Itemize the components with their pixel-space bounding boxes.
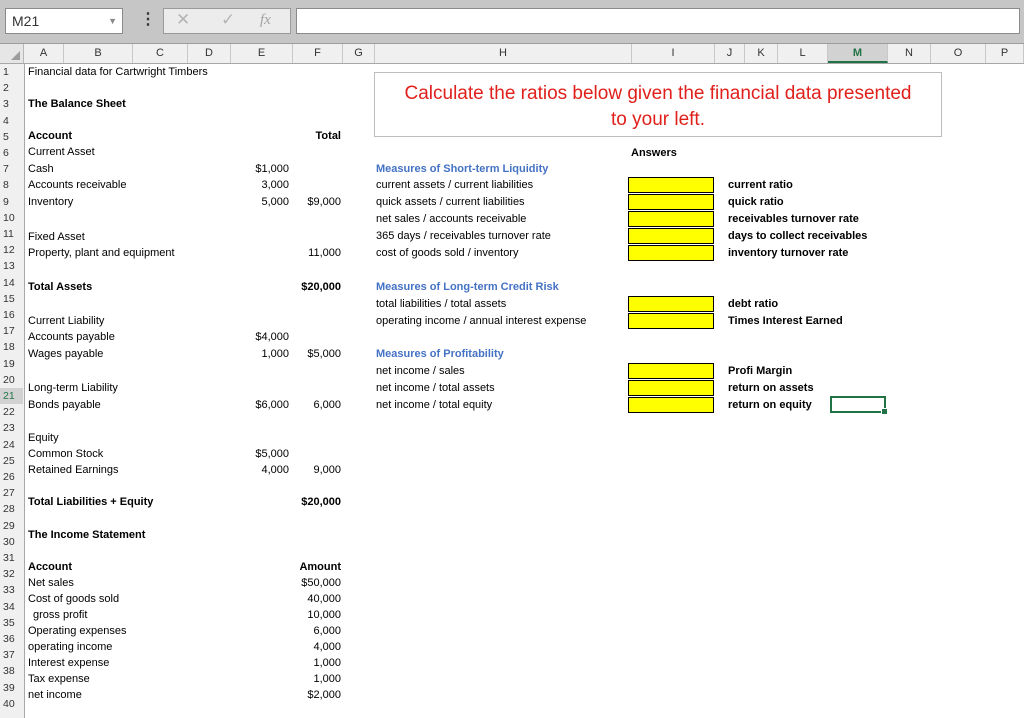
cell-label[interactable]: Inventory bbox=[28, 196, 74, 208]
row-header[interactable]: 18 bbox=[3, 341, 15, 354]
cell-label[interactable]: Accounts payable bbox=[28, 331, 115, 343]
cell-total[interactable]: $9,000 bbox=[307, 196, 341, 208]
row-header[interactable]: 16 bbox=[3, 309, 15, 321]
cell-label[interactable]: Accounts receivable bbox=[28, 179, 127, 191]
answer-cell-quick-ratio[interactable] bbox=[628, 194, 714, 210]
column-header[interactable]: P bbox=[986, 44, 1024, 63]
cell-label[interactable]: Wages payable bbox=[28, 348, 104, 360]
ratio-name[interactable]: receivables turnover rate bbox=[728, 213, 859, 225]
cell-label[interactable]: Interest expense bbox=[28, 657, 110, 669]
row-header-selected[interactable]: 21 bbox=[0, 388, 23, 404]
row-header[interactable]: 19 bbox=[3, 357, 15, 370]
row-header[interactable]: 9 bbox=[3, 195, 9, 208]
ratio-name[interactable]: inventory turnover rate bbox=[728, 247, 849, 259]
answer-cell-receivables-turnover[interactable] bbox=[628, 211, 714, 227]
instruction-text bbox=[375, 81, 941, 133]
ratio-formula[interactable]: net sales / accounts receivable bbox=[376, 213, 527, 225]
ratio-name[interactable]: current ratio bbox=[728, 179, 793, 191]
cell-value[interactable]: 1,000 bbox=[261, 348, 289, 360]
ratio-name[interactable]: Times Interest Earned bbox=[728, 315, 843, 327]
ratio-formula[interactable]: net income / total equity bbox=[376, 399, 493, 411]
cell-label[interactable]: Retained Earnings bbox=[28, 464, 119, 476]
cell-value[interactable]: 3,000 bbox=[261, 179, 289, 191]
ratio-name[interactable]: Profi Margin bbox=[728, 365, 793, 377]
cell-label[interactable]: Bonds payable bbox=[28, 399, 101, 411]
answer-cell-return-on-assets[interactable] bbox=[628, 380, 714, 396]
cell-value[interactable]: $2,000 bbox=[307, 689, 341, 701]
select-all-button[interactable] bbox=[0, 44, 24, 63]
row-header[interactable]: 5 bbox=[3, 130, 9, 143]
row-header[interactable]: 10 bbox=[3, 211, 15, 224]
row-header[interactable]: 4 bbox=[3, 114, 9, 127]
cell-value[interactable]: 4,000 bbox=[261, 464, 289, 476]
row-header[interactable]: 23 bbox=[3, 422, 15, 435]
name-box-value: M21 bbox=[12, 13, 40, 29]
row-header[interactable]: 29 bbox=[3, 519, 15, 532]
row-header[interactable]: 11 bbox=[3, 228, 14, 240]
cancel-icon[interactable]: ✕ bbox=[176, 10, 191, 29]
row-header[interactable]: 12 bbox=[3, 244, 15, 257]
answer-cell-days-to-collect[interactable] bbox=[628, 228, 714, 244]
cell-label[interactable]: Tax expense bbox=[28, 673, 90, 685]
cell-label[interactable]: operating income bbox=[28, 641, 113, 653]
cell-value[interactable]: 40,000 bbox=[307, 593, 341, 605]
row-header[interactable]: 30 bbox=[3, 535, 15, 548]
answer-cell-current-ratio[interactable] bbox=[628, 177, 714, 193]
column-header[interactable]: J bbox=[715, 44, 745, 63]
column-header[interactable]: B bbox=[64, 44, 133, 63]
ratio-formula[interactable]: cost of goods sold / inventory bbox=[376, 247, 519, 259]
cell-total[interactable]: $5,000 bbox=[307, 348, 341, 360]
row-header[interactable]: 39 bbox=[3, 681, 15, 694]
column-header[interactable]: D bbox=[188, 44, 231, 63]
enter-icon[interactable]: ✓ bbox=[221, 10, 236, 29]
row-header[interactable]: 36 bbox=[3, 633, 15, 645]
long-term-heading[interactable]: Measures of Long-term Credit Risk bbox=[376, 281, 559, 293]
cell-label[interactable]: Net sales bbox=[28, 577, 74, 589]
column-header[interactable]: N bbox=[888, 44, 931, 63]
cell-value[interactable]: 5,000 bbox=[261, 196, 289, 208]
row-header[interactable]: 13 bbox=[3, 260, 15, 273]
cell-label[interactable]: Current Asset bbox=[28, 146, 95, 158]
ratio-name[interactable]: debt ratio bbox=[728, 298, 779, 310]
cell-label[interactable]: gross profit bbox=[33, 609, 88, 621]
row-header[interactable]: 2 bbox=[3, 82, 9, 95]
row-header[interactable]: 20 bbox=[3, 373, 15, 386]
formula-bar bbox=[0, 0, 1024, 44]
column-header[interactable]: F bbox=[293, 44, 343, 63]
row-header[interactable]: 24 bbox=[3, 438, 15, 451]
total-header[interactable]: Total bbox=[315, 130, 341, 142]
cell-total[interactable]: 9,000 bbox=[313, 464, 341, 476]
column-header[interactable]: A bbox=[24, 44, 64, 63]
ratio-formula[interactable]: operating income / annual interest expense bbox=[376, 315, 587, 327]
active-cell-m21[interactable] bbox=[830, 396, 886, 413]
cell-value[interactable]: 10,000 bbox=[307, 609, 341, 621]
row-header[interactable]: 26 bbox=[3, 471, 15, 483]
cell-label[interactable]: net income bbox=[28, 689, 82, 701]
sheet-title[interactable]: Financial data for Cartwright Timbers bbox=[28, 66, 208, 78]
cell-label[interactable]: Equity bbox=[28, 432, 59, 444]
row-header[interactable]: 38 bbox=[3, 665, 15, 678]
ratio-formula[interactable]: current assets / current liabilities bbox=[376, 179, 534, 191]
cell-label[interactable]: Fixed Asset bbox=[28, 231, 85, 243]
cell-value[interactable]: $6,000 bbox=[255, 399, 289, 411]
cell-total[interactable]: $20,000 bbox=[301, 281, 341, 293]
cell-label[interactable]: Common Stock bbox=[28, 448, 104, 460]
ratio-formula[interactable]: quick assets / current liabilities bbox=[376, 196, 525, 208]
ratio-name[interactable]: return on assets bbox=[728, 382, 814, 394]
cell-total[interactable]: $20,000 bbox=[301, 496, 341, 508]
answer-cell-return-on-equity[interactable] bbox=[628, 397, 714, 413]
instruction-banner[interactable] bbox=[374, 72, 942, 137]
row-header[interactable]: 28 bbox=[3, 503, 15, 516]
answer-cell-inventory-turnover[interactable] bbox=[628, 245, 714, 261]
column-header[interactable]: L bbox=[778, 44, 828, 63]
row-header[interactable]: 34 bbox=[3, 600, 15, 613]
amount-header[interactable]: Amount bbox=[299, 561, 341, 573]
row-header[interactable]: 14 bbox=[3, 276, 15, 289]
formula-input[interactable] bbox=[296, 8, 1020, 34]
account-header[interactable]: Account bbox=[28, 561, 72, 573]
cell-label[interactable]: Cost of goods sold bbox=[28, 593, 120, 605]
row-header[interactable]: 1 bbox=[3, 66, 9, 78]
ratio-name[interactable]: quick ratio bbox=[728, 196, 784, 208]
ratio-formula[interactable]: net income / sales bbox=[376, 365, 465, 377]
cell-value[interactable]: 4,000 bbox=[313, 641, 341, 653]
cell-label[interactable]: Long-term Liability bbox=[28, 382, 118, 394]
row-header[interactable]: 40 bbox=[3, 697, 15, 710]
cell-label[interactable]: Current Liability bbox=[28, 315, 105, 327]
cell-value[interactable]: 6,000 bbox=[313, 625, 341, 637]
column-header[interactable]: C bbox=[133, 44, 188, 63]
row-header[interactable]: 31 bbox=[3, 552, 15, 564]
row-header[interactable]: 8 bbox=[3, 179, 9, 192]
row-header[interactable]: 3 bbox=[3, 98, 9, 111]
column-header[interactable]: I bbox=[632, 44, 715, 63]
answers-label[interactable]: Answers bbox=[631, 147, 677, 159]
cell-label[interactable]: Property, plant and equipment bbox=[28, 247, 175, 259]
column-header[interactable]: H bbox=[375, 44, 632, 63]
income-statement-heading[interactable]: The Income Statement bbox=[28, 529, 146, 541]
row-headers bbox=[0, 64, 25, 718]
cell-value[interactable]: 1,000 bbox=[313, 657, 341, 669]
cell-value[interactable]: $5,000 bbox=[255, 448, 289, 460]
chevron-down-icon[interactable]: ▼ bbox=[108, 16, 117, 26]
row-header[interactable]: 35 bbox=[3, 616, 15, 629]
ratio-name[interactable]: return on equity bbox=[728, 399, 812, 411]
balance-sheet-heading[interactable]: The Balance Sheet bbox=[28, 98, 126, 110]
profitability-heading[interactable]: Measures of Profitability bbox=[376, 348, 504, 360]
ratio-formula[interactable]: total liabilities / total assets bbox=[376, 298, 507, 310]
more-options-icon[interactable]: ⋮ bbox=[140, 11, 156, 28]
ratio-formula[interactable]: 365 days / receivables turnover rate bbox=[376, 230, 551, 242]
cell-value[interactable]: $50,000 bbox=[301, 577, 341, 589]
cell-label[interactable]: Total Assets bbox=[28, 281, 93, 293]
instruction-line-1: Calculate the ratios below given the financial data presented bbox=[404, 83, 912, 104]
ratio-name[interactable]: days to collect receivables bbox=[728, 230, 868, 242]
column-header[interactable]: K bbox=[745, 44, 778, 63]
name-box[interactable] bbox=[5, 8, 123, 34]
ratio-formula[interactable]: net income / total assets bbox=[376, 382, 495, 394]
row-header[interactable]: 25 bbox=[3, 454, 15, 467]
row-header[interactable]: 22 bbox=[3, 406, 15, 419]
insert-function-icon[interactable]: fx bbox=[260, 12, 271, 28]
answer-cell-debt-ratio[interactable] bbox=[628, 296, 714, 312]
column-header[interactable]: O bbox=[931, 44, 986, 63]
column-header[interactable]: E bbox=[231, 44, 293, 63]
cell-label[interactable]: Total Liabilities + Equity bbox=[28, 496, 154, 508]
short-term-heading[interactable]: Measures of Short-term Liquidity bbox=[376, 163, 549, 175]
account-header[interactable]: Account bbox=[28, 130, 72, 142]
select-all-icon bbox=[11, 51, 20, 60]
column-header[interactable]: G bbox=[343, 44, 375, 63]
column-header-selected[interactable]: M bbox=[828, 44, 888, 63]
cell-value[interactable]: $1,000 bbox=[255, 163, 289, 175]
cell-label[interactable]: Operating expenses bbox=[28, 625, 127, 637]
row-header[interactable]: 7 bbox=[3, 163, 9, 176]
row-header[interactable]: 6 bbox=[3, 147, 9, 159]
cell-total[interactable]: 11,000 bbox=[308, 247, 341, 259]
fill-handle[interactable] bbox=[881, 408, 888, 415]
cell-total[interactable]: 6,000 bbox=[313, 399, 341, 411]
instruction-line-2: to your left. bbox=[611, 109, 705, 130]
row-header[interactable]: 15 bbox=[3, 292, 15, 305]
row-header[interactable]: 27 bbox=[3, 487, 15, 500]
cell-label[interactable]: Cash bbox=[28, 163, 54, 175]
answer-cell-times-interest-earned[interactable] bbox=[628, 313, 714, 329]
answer-cell-profit-margin[interactable] bbox=[628, 363, 714, 379]
row-header[interactable]: 33 bbox=[3, 584, 15, 597]
column-headers bbox=[0, 44, 1024, 64]
row-header[interactable]: 37 bbox=[3, 649, 15, 662]
cell-value[interactable]: 1,000 bbox=[313, 673, 341, 685]
cell-value[interactable]: $4,000 bbox=[255, 331, 289, 343]
row-header[interactable]: 17 bbox=[3, 325, 15, 338]
row-header[interactable]: 32 bbox=[3, 568, 15, 581]
formula-buttons bbox=[163, 8, 291, 34]
